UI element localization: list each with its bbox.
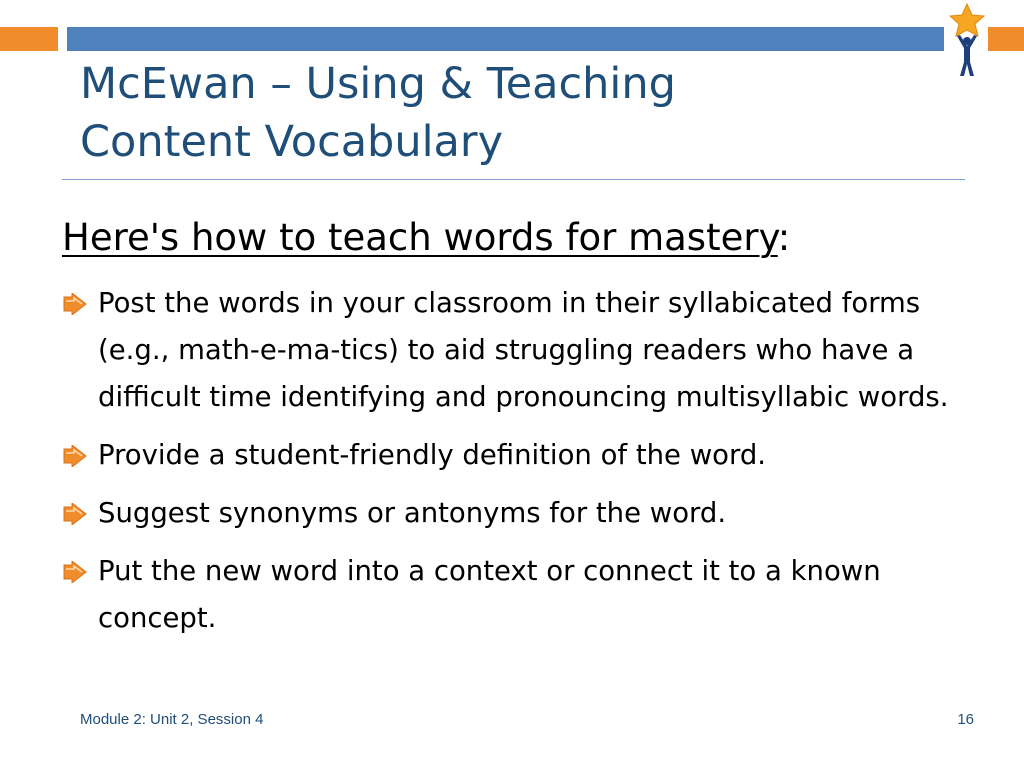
header-accent-bar-left [0, 27, 58, 51]
bullet-text: Put the new word into a context or connect it to a known concept. [98, 555, 881, 634]
orange-arrow-bullet-icon [62, 293, 88, 315]
bullet-item [62, 280, 982, 421]
orange-arrow-bullet-icon [62, 503, 88, 525]
header-accent-bar-right [988, 27, 1024, 51]
slide-title-line-1: McEwan – Using & Teaching [80, 59, 676, 109]
slide-number: 16 [957, 711, 974, 728]
body-heading-text: Here's how to teach words for mastery [62, 216, 778, 259]
bullet-text: Post the words in your classroom in their syllabicated forms (e.g., math-e-ma-tics) to aid struggling readers who have a difficult time identifying and pronouncing multisyllabic words. [98, 287, 949, 413]
slide-title-line-2: Content Vocabulary [80, 117, 504, 167]
orange-arrow-bullet-icon [62, 445, 88, 467]
bullet-item [62, 432, 982, 479]
body-heading [62, 210, 982, 266]
body-heading-colon: : [777, 216, 791, 259]
slide-title [80, 55, 940, 171]
orange-arrow-bullet-icon [62, 561, 88, 583]
bullet-item [62, 490, 982, 537]
star-person-logo-icon [945, 2, 989, 80]
slide-body [62, 210, 982, 653]
bullet-list [62, 280, 982, 642]
bullet-item [62, 548, 982, 642]
footer-module-label: Module 2: Unit 2, Session 4 [80, 711, 264, 728]
bullet-text: Provide a student-friendly definition of the word. [98, 439, 767, 471]
header-bar [67, 27, 944, 51]
title-divider [62, 179, 965, 180]
bullet-text: Suggest synonyms or antonyms for the word. [98, 497, 727, 529]
